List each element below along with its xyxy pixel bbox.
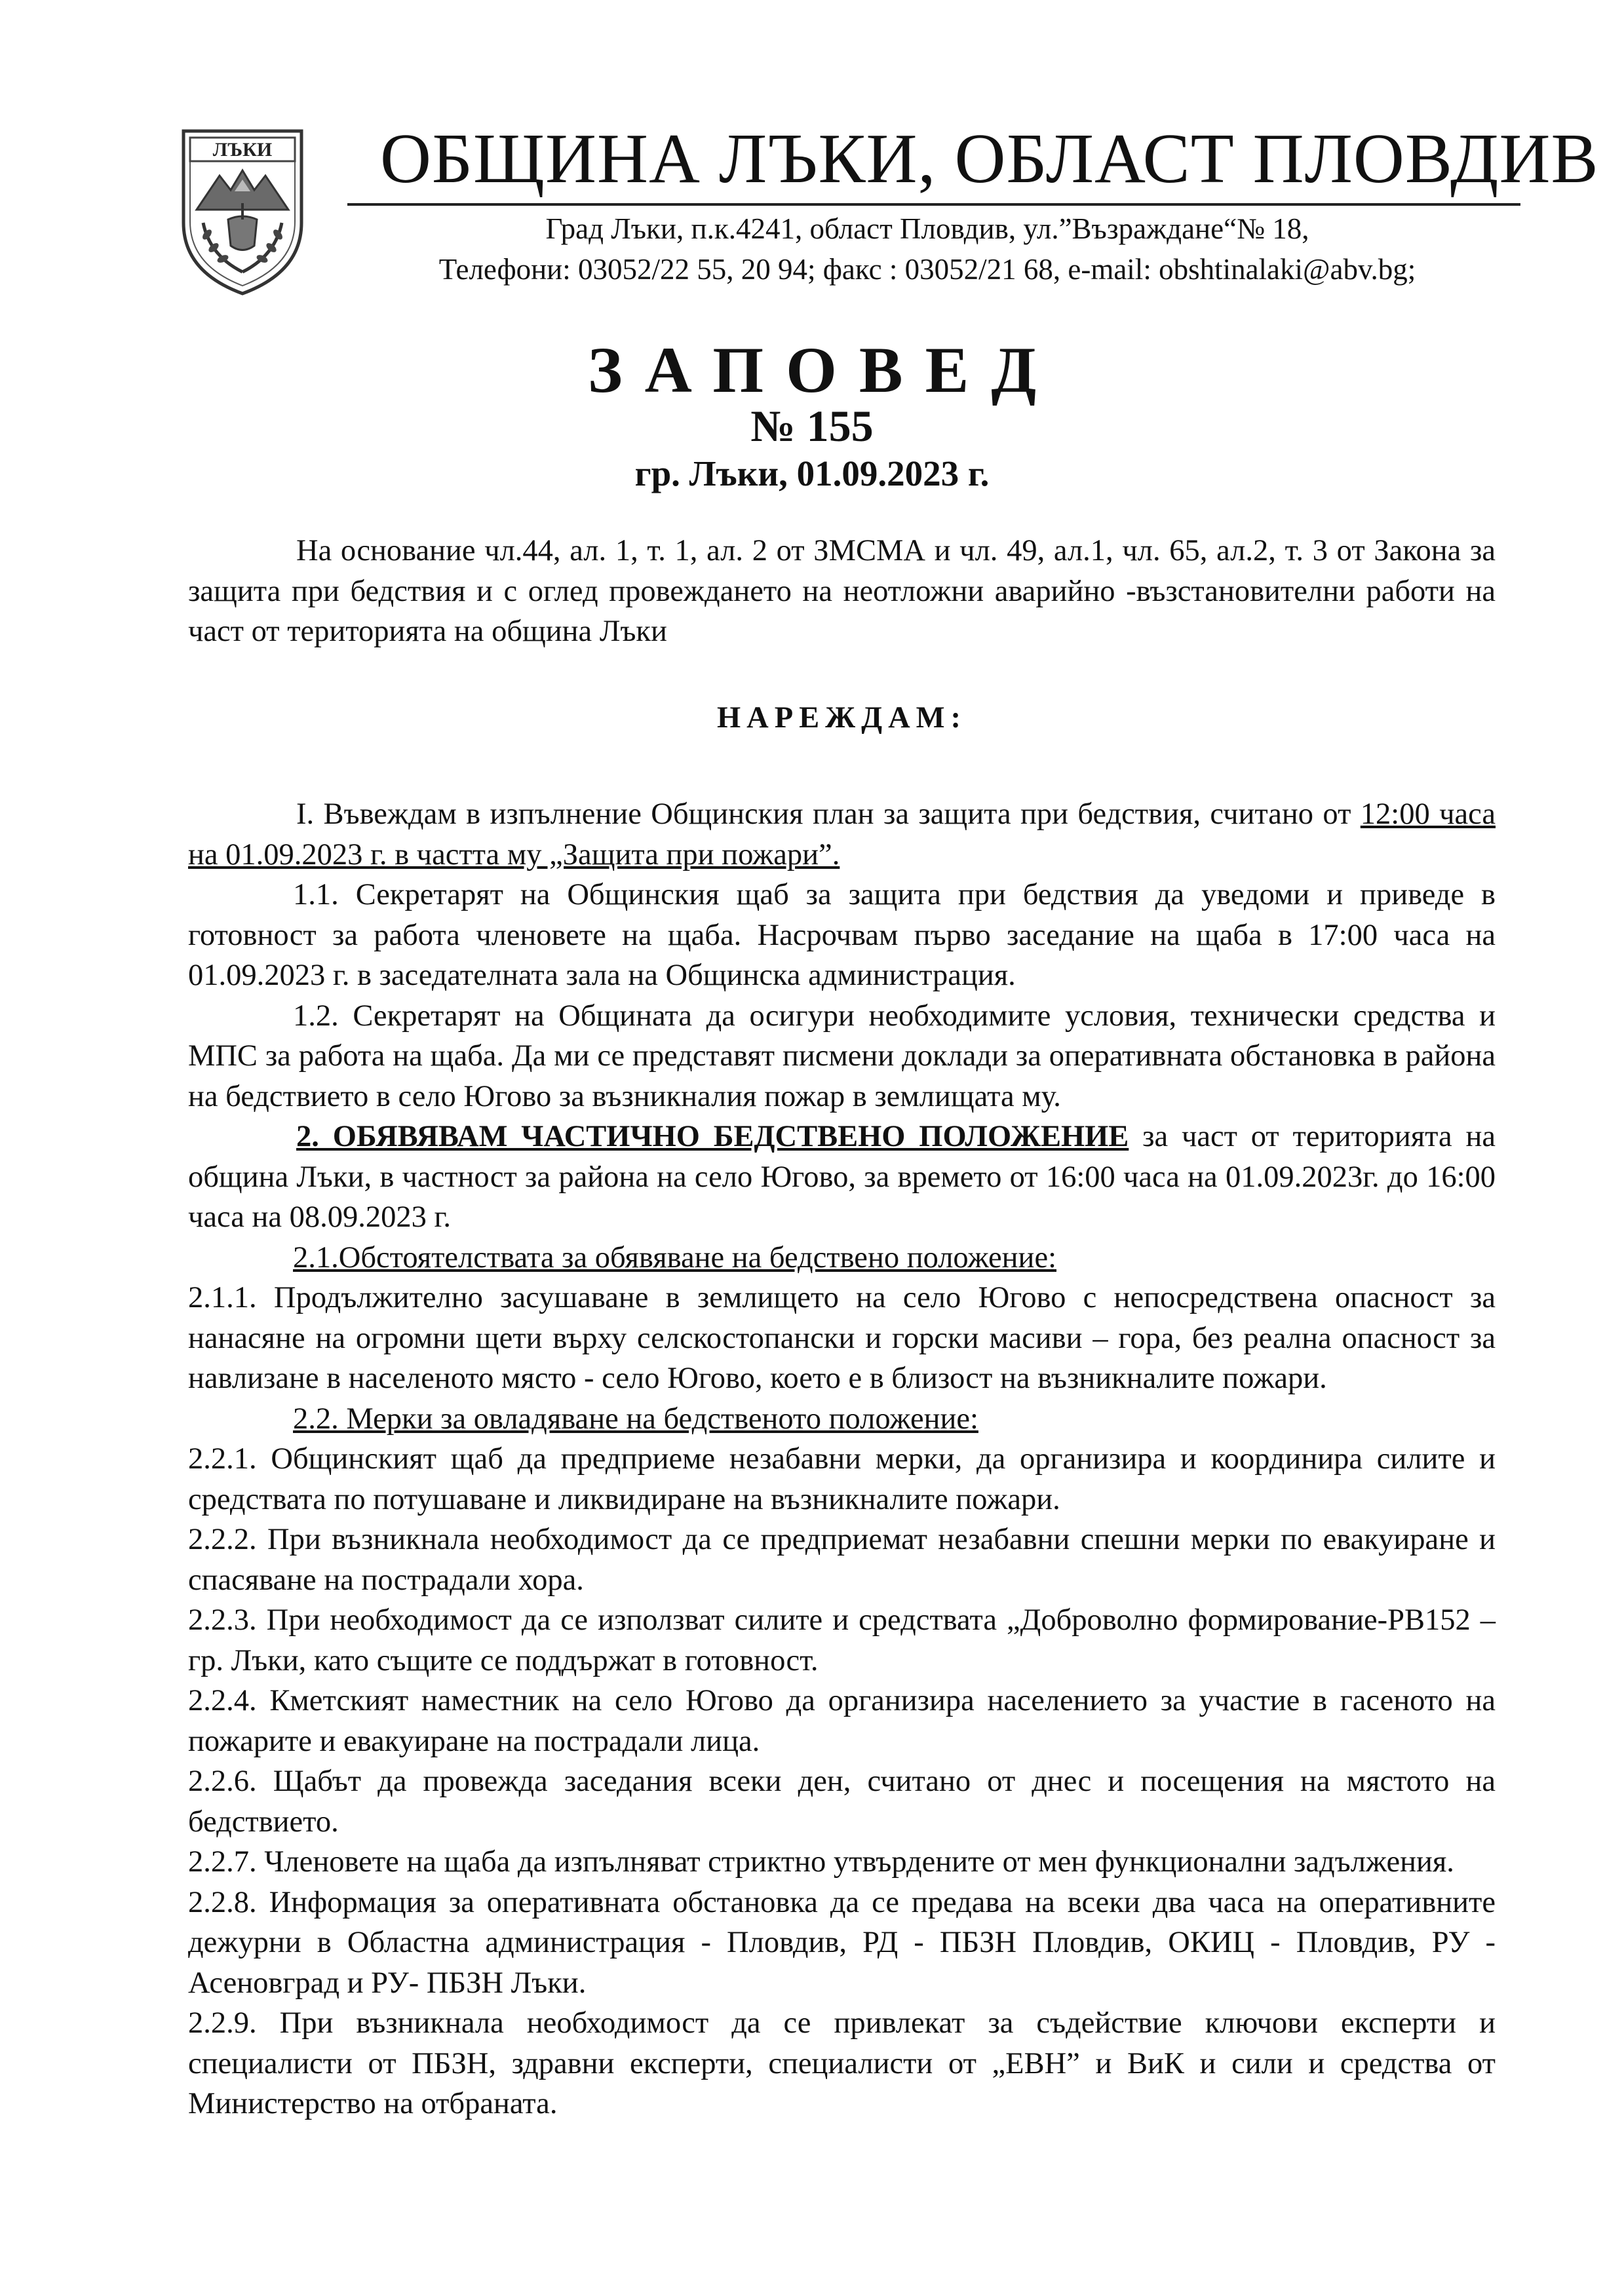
- item-2-2-4: 2.2.4. Кметският наместник на село Югово да организира населението за участие в гасеното на пожарите и евакуиране на пострадали лица.: [188, 1684, 1496, 1758]
- document-body: [188, 531, 1496, 2124]
- header-divider: [347, 203, 1520, 206]
- item-2-2-9: 2.2.9. При възникнала необходимост да се привлекат за съдействие ключови експерти и специалисти от ПБЗН, здравни експерти, специалисти от „ЕВН” и ВиК и сили и средства от Министерство на отбраната.: [188, 2006, 1496, 2120]
- item-2-2-7: 2.2.7. Членовете на щаба да изпълняват стриктно утвърдените от мен функционални задължения.: [188, 1845, 1454, 1879]
- subsection-2-1-heading: [188, 1238, 1496, 1278]
- item-2-2-6: 2.2.6. Щабът да провежда заседания всеки ден, считано от днес и посещения на мястото на бедствието.: [188, 1765, 1496, 1839]
- section-1: [188, 794, 1496, 875]
- section-2: [188, 1117, 1496, 1238]
- document-number: № 155: [750, 401, 874, 451]
- subsection-2-2-heading: [188, 1399, 1496, 1440]
- item-2-1-1: 2.1.1. Продължително засушаване в землището на село Югово с непосредствена опасност за нанасяне на огромни щети върху селскостопански и горски масиви – гора, без реална опасност за навлизане в населеното място - село Югово, което е в близост на възникналите пожари.: [188, 1281, 1496, 1395]
- order-heading: НАРЕЖДАМ:: [716, 700, 967, 735]
- crest-text: ЛЪКИ: [212, 139, 273, 161]
- section-1-intro: І. Въвеждам в изпълнение Общинския план за защита при бедствия, считано от: [296, 797, 1361, 831]
- item-1-2: 1.2. Секретарят на Общината да осигури необходимите условия, технически средства и МПС за работа на щаба. Да ми се представят писмени доклади за оперативната обстановка в района на бедствието в село Югово за възникналия пожар в землищата му.: [188, 999, 1496, 1113]
- item-2-2-8: 2.2.8. Информация за оперативната обстановка да се предава на всеки два часа на оперативните дежурни в Областна администрация - Пловдив, РД - ПБЗН Пловдив, ОКИЦ - Пловдив, РУ - Асеновград и РУ- ПБЗН Лъки.: [188, 1885, 1496, 2000]
- subsection-2-1-heading-text: 2.1.Обстоятелствата за обявяване на бедствено положение:: [293, 1240, 1056, 1274]
- place-and-date: гр. Лъки, 01.09.2023 г.: [634, 453, 990, 493]
- section-2-rest: за част от територията на община Лъки, в частност за района на село Югово, за времето от 16:00 часа на 01.09.2023г. до 16:00 часа на 08.09.2023 г.: [188, 1120, 1496, 1234]
- address-line: Град Лъки, п.к.4241, област Пловдив, ул.”Възраждане“№ 18,: [545, 212, 1309, 245]
- section-2-heading: 2. ОБЯВЯВАМ ЧАСТИЧНО БЕДСТВЕНО ПОЛОЖЕНИЕ: [296, 1120, 1129, 1153]
- contacts-line: Телефони: 03052/22 55, 20 94; факс : 03052/21 68, e-mail: obshtinalaki@abv.bg;: [438, 253, 1416, 286]
- subsection-2-2-heading-text: 2.2. Мерки за овладяване на бедственото положение:: [293, 1402, 978, 1436]
- item-2-2-3: 2.2.3. При необходимост да се използват силите и средствата „Доброволно формирование-РВ152 – гр. Лъки, като същите се поддържат в готовност.: [188, 1603, 1496, 1677]
- item-1-1: 1.1. Секретарят на Общинския щаб за защита при бедствия да уведоми и приведе в готовност за работа членовете на щаба. Насрочвам първо заседание на щаба в 17:00 часа на 01.09.2023 г. в заседателната зала на Общинска администрация.: [188, 878, 1496, 992]
- municipality-crest-logo: [177, 124, 308, 298]
- municipality-title: ОБЩИНА ЛЪКИ, ОБЛАСТ ПЛОВДИВ: [380, 120, 1599, 198]
- section-1-effective-time: 12:00 часа на 01.09.2023 г. в частта му „Защита при пожари”.: [188, 797, 1496, 871]
- preamble: На основание чл.44, ал. 1, т. 1, ал. 2 от ЗМСМА и чл. 49, ал.1, чл. 65, ал.2, т. 3 от Закона за защита при бедствия и с оглед провеждането на неотложни аварийно -възстановителни работи на част от територията на община Лъки: [188, 534, 1496, 648]
- item-2-2-2: 2.2.2. При възникнала необходимост да се предприемат незабавни спешни мерки по евакуиране и спасяване на пострадали хора.: [188, 1523, 1496, 1597]
- document-title: ЗАПОВЕД: [587, 334, 1059, 406]
- item-2-2-1: 2.2.1. Общинският щаб да предприеме незабавни мерки, да организира и координира силите и средствата по потушаване и ликвидиране на възникналите пожари.: [188, 1442, 1496, 1516]
- contact-block: [367, 208, 1488, 290]
